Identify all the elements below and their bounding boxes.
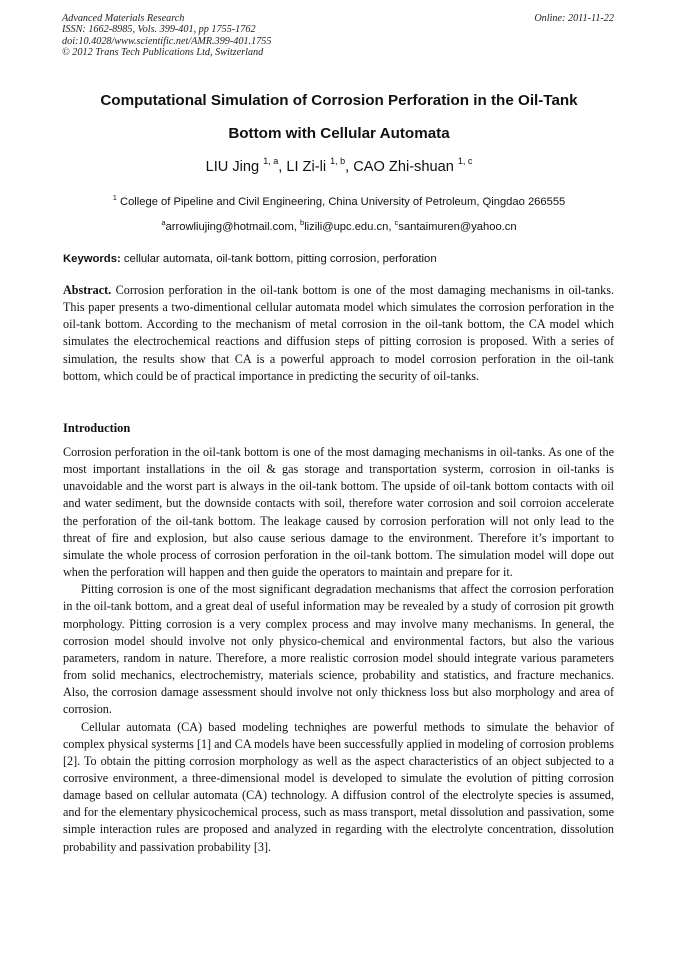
author-name: CAO Zhi-shuan (353, 159, 454, 175)
affiliation (40, 193, 638, 208)
paper-title-line-2: Bottom with Cellular Automata (228, 125, 450, 142)
keywords-label: Keywords: (63, 253, 121, 265)
abstract (63, 282, 614, 385)
affiliation-mark: 1 (112, 193, 117, 202)
doi-line: doi:10.4028/www.scientific.net/AMR.399-401.1755 (62, 35, 272, 47)
paragraph: Corrosion perforation in the oil-tank bottom is one of the most damaging mechanisms in oil-tanks. As one of the most important installations in the oil & gas storage and transportation systerm, corrosion in oil-tanks is unavoidable and the worst part is always in the oil-tank bottom. The upside of oil-tank bottom contacts with oil and water sediment, but the downside contacts with soil, therefore water corrosion and soil corroion accelerate the perforation of the oil-tank bottom. The leakage caused by corrosion perforation will not only lead to the threat of fire and explosion, but also cause serious damage to the environment. Therefore it’s important to simulate the whole process of corrosion perforation in the oil-tank bottom. The simulation model will dope out when the perforation will happen and then guide the operators to maintain and prepare for it. (63, 445, 614, 580)
issn-line: ISSN: 1662-8985, Vols. 399-401, pp 1755-1762 (62, 24, 256, 36)
author-affiliation-mark: 1, a (263, 156, 279, 166)
copyright-line: © 2012 Trans Tech Publications Ltd, Switzerland (62, 47, 264, 59)
email-mark: a (161, 218, 166, 227)
introduction-body (63, 444, 614, 856)
paragraph: Pitting corrosion is one of the most significant degradation mechanisms that affect the corrosion perforation in the oil-tank bottom, and a great deal of useful information may be revealed by a study of corrosion pit growth morphology. Pitting corrosion is a very complex process and may involve many mechanisms. In general, the corrosion model should involve not only physico-chemical and environmental factors, but also the various parameters, random in nature. Therefore, a more realistic corrosion model should integrate various parameters from solid mechanics, electrochemistry, materials science, probability and statistics, and fracture mechanics. Also, the corrosion damage assessment should involve not only thickness loss but also morphology and area of corrosion. (63, 582, 614, 717)
journal-name: Advanced Materials Research (62, 13, 185, 24)
keywords-text: cellular automata, oil-tank bottom, pitting corrosion, perforation (123, 253, 437, 265)
email-mark: b (300, 218, 305, 227)
author-list: LIU Jing $^{1, a}$, LI Zi-li $^{1, b}$, CAO Zhi-shuan $^{1, c}$ (205, 156, 473, 175)
author-name: LI Zi-li (286, 159, 327, 175)
author-affiliation-mark: 1, b (330, 156, 346, 166)
abstract-text: Corrosion perforation in the oil-tank bottom is one of the most damaging mechanisms in oil-tanks. This paper presents a two-dimentional cellular automata model which simulates the corrosion perforation in the oil-tank bottom. According to the mechanism of metal corrosion in the oil-tank bottom, the CA model which simulates the electrochemical reactions and diffusion steps of pitting corrosion is proposed. With a series of simulation, the results show that CA is a powerful approach to model corrosion perforation in the oil-tank bottom, which could be of practical importance in predicting the security of oil-tanks. (63, 283, 614, 383)
keywords (63, 253, 623, 265)
paper-title-line-1: Computational Simulation of Corrosion Perforation in the Oil-Tank (100, 92, 578, 109)
journal-header (62, 13, 271, 59)
email-address: santaimuren@yahoo.cn (398, 221, 517, 233)
affiliation-text: College of Pipeline and Civil Engineering, China University of Petroleum, Qingdao 266555 (120, 196, 566, 208)
author-name: LIU Jing (205, 159, 260, 175)
section-heading-introduction: Introduction (63, 421, 131, 435)
author-affiliation-mark: 1, c (457, 156, 473, 166)
email-list: $^a$arrowliujing@hotmail.com, $^b$lizili@upc.edu.cn, $^c$santaimuren@yahoo.cn (161, 218, 517, 233)
online-date: Online: 2011-11-22 (534, 13, 614, 24)
email-address: lizili@upc.edu.cn (304, 221, 389, 233)
email-address: arrowliujing@hotmail.com (165, 221, 294, 233)
abstract-label: Abstract. (63, 283, 112, 297)
paragraph: Cellular automata (CA) based modeling techniqhes are powerful methods to simulate the behavior of complex physical systerms [1] and CA models have been successfully applied in modeling of corrosion problems [2]. To obtain the pitting corrosion morphology as well as the aspect characteristics of an object subjected to a corrosive environment, a three-dimensional model is developed to simulate the evolution of pitting corrosion damage based on cellular automata (CA) technology. A diffusion control of the electrolyte species is assumed, and for the elementary physicochemical process, such as mass transport, metal dissolution and passivation, some simple interaction rules are proposed and analyzed in regarding with the electrolyte concentration, dissolution probability and passivation probability [3]. (63, 719, 614, 854)
email-mark: c (394, 218, 399, 227)
